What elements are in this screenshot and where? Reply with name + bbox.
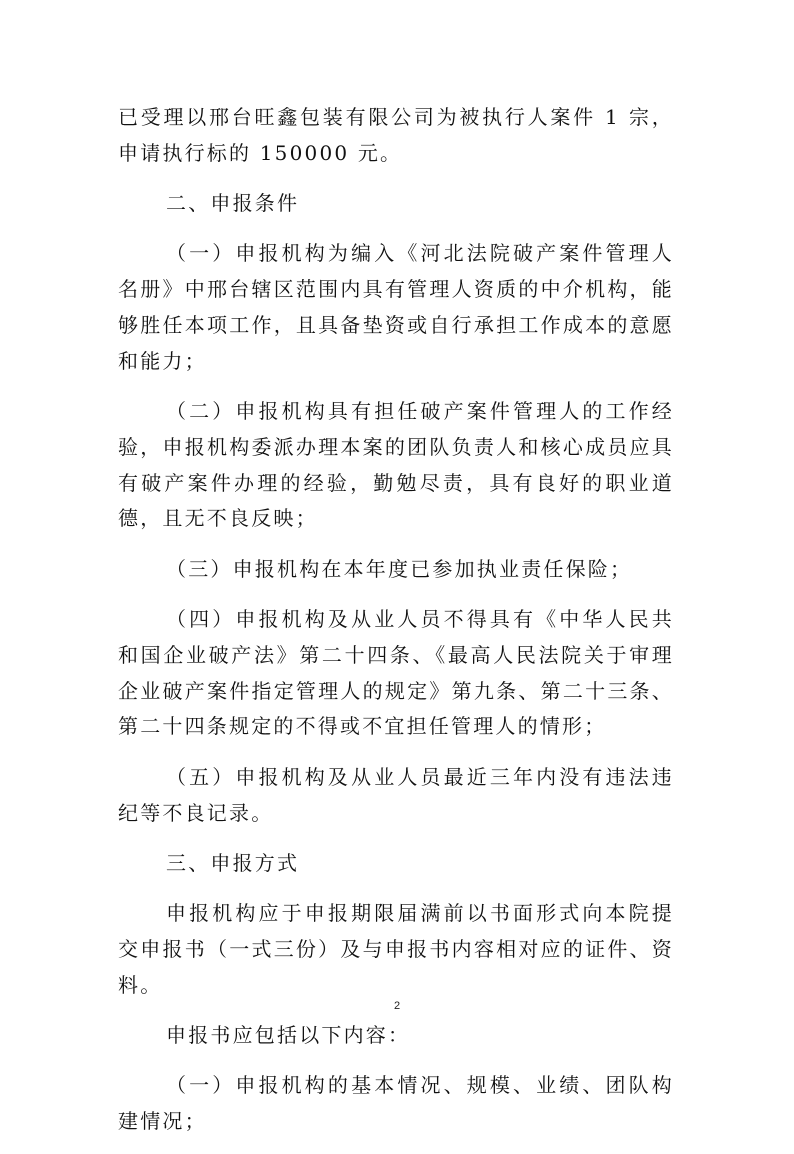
paragraph-case-info: 已受理以邢台旺鑫包装有限公司为被执行人案件 1 宗，申请执行标的 150000 元。 bbox=[118, 105, 674, 165]
paragraph-method-submission: 申报机构应于申报期限届满前以书面形式向本院提交申报书（一式三份）及与申报书内容相对应的证件、资料。 bbox=[118, 901, 674, 997]
heading-application-conditions: 二、申报条件 bbox=[166, 191, 300, 216]
paragraph-condition-4: （四）申报机构及从业人员不得具有《中华人民共和国企业破产法》第二十四条、《最高人民法院关于审理企业破产案件指定管理人的规定》第九条、第二十三条、第二十四条规定的不得或不宜担任管理人的情形； bbox=[118, 607, 674, 739]
paragraph-method-content-1: （一）申报机构的基本情况、规模、业绩、团队构建情况； bbox=[118, 1073, 674, 1134]
paragraph-method-contents-intro: 申报书应包括以下内容： bbox=[166, 1023, 411, 1048]
document-body bbox=[118, 100, 674, 1154]
paragraph-condition-3: （三）申报机构在本年度已参加执业责任保险； bbox=[166, 556, 633, 581]
heading-application-method: 三、申报方式 bbox=[166, 850, 300, 875]
page-number: 2 bbox=[393, 1000, 401, 1012]
paragraph-condition-5: （五）申报机构及从业人员最近三年内没有违法违纪等不良记录。 bbox=[118, 764, 674, 825]
paragraph-condition-1: （一）申报机构为编入《河北法院破产案件管理人名册》中邢台辖区范围内具有管理人资质的中介机构，能够胜任本项工作，且具备垫资或自行承担工作成本的意愿和能力； bbox=[118, 241, 674, 373]
paragraph-condition-2: （二）申报机构具有担任破产案件管理人的工作经验，申报机构委派办理本案的团队负责人和核心成员应具有破产案件办理的经验，勤勉尽责，具有良好的职业道德，且无不良反映； bbox=[118, 399, 674, 531]
